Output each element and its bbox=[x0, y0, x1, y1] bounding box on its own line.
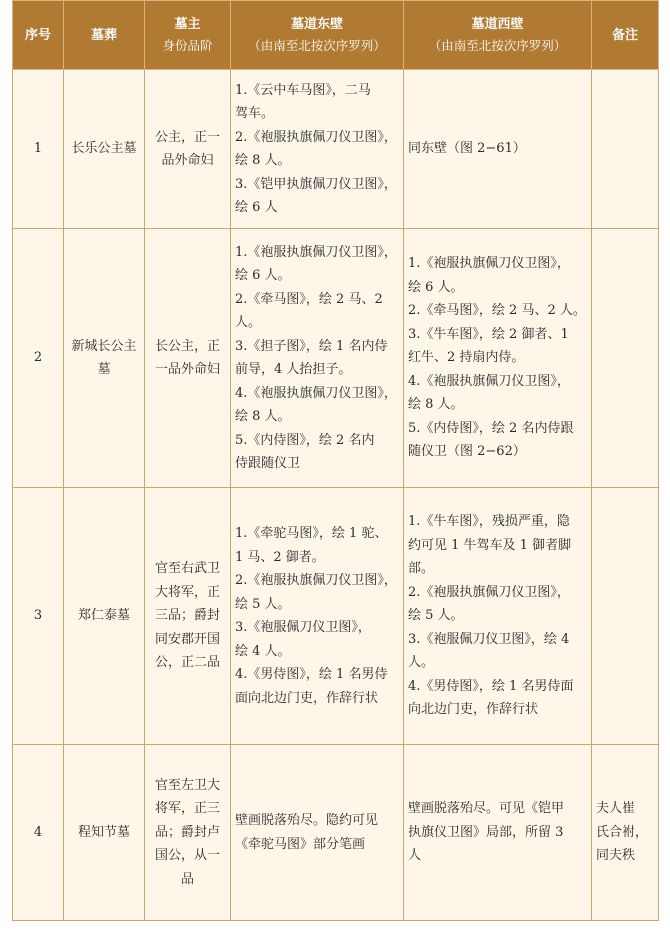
cell-line: 长公主，正 bbox=[154, 338, 220, 354]
cell-east-wall bbox=[231, 488, 404, 745]
cell-line: 三品；爵封 bbox=[154, 608, 220, 624]
cell-west-wall bbox=[404, 229, 592, 488]
table-row bbox=[13, 229, 659, 488]
cell-line: 1.《牛车图》，残损严重，隐 bbox=[408, 514, 570, 530]
cell-owner bbox=[145, 70, 231, 229]
cell-line: 5.《内侍图》，绘 2 名内 bbox=[235, 432, 375, 448]
cell-line: 国公，从一 bbox=[154, 848, 220, 864]
cell-line: 3.《牛车图》，绘 2 御者、1 bbox=[408, 326, 569, 342]
cell-east-wall bbox=[231, 70, 404, 229]
cell-line: 4.《男侍图》，绘 1 名男侍 bbox=[235, 667, 388, 682]
cell-line: 2.《袍服执旗佩刀仪卫图》， bbox=[235, 129, 397, 145]
cell-line: 2.《牵马图》，绘 2 马、2 人。 bbox=[235, 291, 383, 330]
cell-line: 3.《铠甲执旗佩刀仪卫图》， bbox=[235, 176, 397, 192]
cell-line: 绘 8 人。 bbox=[408, 397, 464, 413]
cell-line: 大将军，正 bbox=[154, 584, 220, 600]
table-row bbox=[13, 488, 659, 745]
cell-line: 面向北边门吏，作辞行状 bbox=[235, 690, 379, 706]
cell-line: 同夫秩 bbox=[596, 848, 636, 864]
tomb-mural-table bbox=[12, 0, 659, 921]
cell-line: 执旗仪卫图》局部，所留 3 bbox=[408, 824, 564, 840]
cell-line: 绘 6 人。 bbox=[408, 279, 464, 295]
cell-line: 壁画脱落殆尽。可见《铠甲 bbox=[408, 801, 565, 817]
header-row bbox=[13, 1, 659, 70]
cell-line: 绘 8 人。 bbox=[235, 153, 291, 168]
cell-line: 部。 bbox=[408, 561, 435, 577]
cell-line: 绘 4 人。 bbox=[235, 643, 291, 659]
cell-line: 同东壁（图 2−61） bbox=[408, 141, 526, 157]
cell-line: 4.《袍服执旗佩刀仪卫图》， bbox=[235, 385, 397, 401]
cell-line: 绘 6 人。 bbox=[235, 268, 291, 283]
cell-owner bbox=[145, 229, 231, 488]
cell-line: 驾车。 bbox=[235, 106, 275, 121]
cell-line: 绘 6 人 bbox=[235, 200, 278, 215]
cell-line: 品外命妇 bbox=[161, 153, 214, 168]
cell-line: 1 马、2 御者。 bbox=[235, 549, 325, 565]
table-row bbox=[13, 70, 659, 229]
cell-tomb: 程知节墓 bbox=[64, 745, 145, 921]
cell-notes bbox=[592, 70, 659, 229]
cell-line: 随仪卫（图 2−62） bbox=[408, 444, 526, 460]
cell-west-wall bbox=[404, 488, 592, 745]
cell-line: 品；爵封卢 bbox=[154, 824, 220, 840]
header-notes: 备注 bbox=[592, 1, 659, 70]
cell-line: 约可见 1 牛驾车及 1 御者脚 bbox=[408, 537, 572, 553]
cell-line: 绘 5 人。 bbox=[235, 596, 291, 612]
cell-line: 向北边门吏，作辞行状 bbox=[408, 702, 539, 718]
cell-line: 同安郡开国 bbox=[154, 631, 220, 647]
cell-line: 红牛、2 持扇内侍。 bbox=[408, 350, 525, 366]
cell-notes bbox=[592, 229, 659, 488]
cell-line: 官至左卫大 bbox=[154, 777, 220, 793]
table-row bbox=[13, 745, 659, 921]
cell-line: 1.《袍服执旗佩刀仪卫图》， bbox=[408, 256, 570, 272]
cell-line: 将军，正三 bbox=[154, 801, 220, 817]
cell-line: 氏合祔， bbox=[596, 824, 649, 840]
cell-line: 3.《袍服佩刀仪卫图》， bbox=[235, 620, 371, 635]
cell-line: 4.《男侍图》，绘 1 名男侍面 bbox=[408, 678, 574, 694]
cell-notes bbox=[592, 745, 659, 921]
cell-line: 前导，4 人抬担子。 bbox=[235, 362, 352, 377]
cell-line: 侍跟随仪卫 bbox=[235, 456, 301, 471]
cell-line: 品 bbox=[180, 871, 194, 887]
cell-line: 1.《云中车马图》，二马 bbox=[235, 82, 371, 98]
cell-tomb: 新城长公主墓 bbox=[64, 229, 145, 488]
header-east-wall: 墓道东壁 （由南至北按次序罗列） bbox=[231, 1, 404, 70]
cell-line: 官至右武卫 bbox=[154, 561, 220, 577]
cell-notes bbox=[592, 488, 659, 745]
cell-line: 公主，正一 bbox=[154, 129, 220, 145]
header-owner: 墓主 身份品阶 bbox=[145, 1, 231, 70]
cell-owner bbox=[145, 745, 231, 921]
cell-line: 3.《担子图》，绘 1 名内侍 bbox=[235, 338, 388, 354]
cell-tomb: 长乐公主墓 bbox=[64, 70, 145, 229]
cell-line: 绘 5 人。 bbox=[408, 608, 464, 624]
cell-line: 2.《袍服执旗佩刀仪卫图》， bbox=[408, 584, 570, 600]
cell-line: 一品外命妇 bbox=[154, 362, 220, 377]
cell-line: 3.《袍服佩刀仪卫图》，绘 4 人。 bbox=[408, 631, 570, 671]
cell-index: 4 bbox=[13, 745, 64, 921]
cell-line: 公，正二品 bbox=[154, 655, 220, 671]
cell-east-wall bbox=[231, 745, 404, 921]
cell-line: 1.《袍服执旗佩刀仪卫图》， bbox=[235, 244, 397, 260]
cell-line: 夫人崔 bbox=[596, 801, 636, 817]
cell-line: 2.《袍服执旗佩刀仪卫图》， bbox=[235, 573, 397, 588]
cell-line: 人 bbox=[408, 848, 422, 864]
cell-line: 2.《牵马图》，绘 2 马、2 人。 bbox=[408, 303, 586, 319]
cell-line: 绘 8 人。 bbox=[235, 409, 291, 424]
cell-index: 3 bbox=[13, 488, 64, 745]
header-west-wall: 墓道西壁 （由南至北按次序罗列） bbox=[404, 1, 592, 70]
cell-index: 1 bbox=[13, 70, 64, 229]
cell-west-wall bbox=[404, 745, 592, 921]
cell-line: 壁画脱落殆尽。隐约可见 bbox=[235, 813, 379, 828]
cell-index: 2 bbox=[13, 229, 64, 488]
cell-line: 《牵驼马图》部分笔画 bbox=[235, 836, 366, 852]
cell-west-wall bbox=[404, 70, 592, 229]
cell-east-wall bbox=[231, 229, 404, 488]
cell-line: 4.《袍服执旗佩刀仪卫图》， bbox=[408, 373, 570, 389]
cell-line: 1.《牵驼马图》，绘 1 驼、 bbox=[235, 526, 388, 541]
cell-line: 5.《内侍图》，绘 2 名内侍跟 bbox=[408, 420, 574, 436]
header-index: 序号 bbox=[13, 1, 64, 70]
header-tomb: 墓葬 bbox=[64, 1, 145, 70]
cell-owner bbox=[145, 488, 231, 745]
cell-tomb: 郑仁泰墓 bbox=[64, 488, 145, 745]
